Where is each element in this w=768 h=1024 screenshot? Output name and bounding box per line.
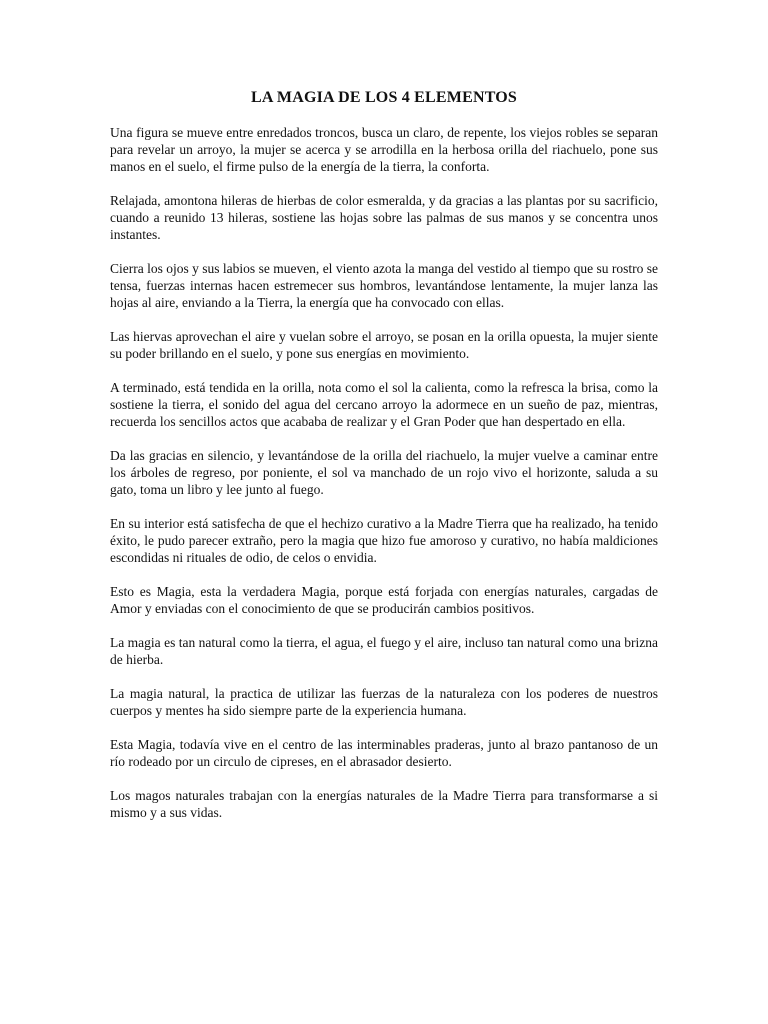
- paragraph-5: A terminado, está tendida en la orilla, nota como el sol la calienta, como la refresca la brisa, como la sostiene la tierra, el sonido del agua del cercano arroyo la adormece en un sueño de paz, mientras, recuerda los sencillos actos que acababa de realizar y el Gran Poder que han despertado en ella.: [110, 380, 658, 429]
- paragraph-6: Da las gracias en silencio, y levantándose de la orilla del riachuelo, la mujer vuelve a caminar entre los árboles de regreso, por poniente, el sol va manchado de un rojo vivo el horizonte, saluda a su gato, toma un libro y lee junto al fuego.: [110, 448, 658, 497]
- paragraph-10: La magia natural, la practica de utilizar las fuerzas de la naturaleza con los poderes de nuestros cuerpos y mentes ha sido siempre parte de la experiencia humana.: [110, 686, 658, 718]
- paragraph-1: Una figura se mueve entre enredados troncos, busca un claro, de repente, los viejos robles se separan para revelar un arroyo, la mujer se acerca y se arrodilla en la herbosa orilla del riachuelo, pone sus manos en el suelo, el firme pulso de la energía de la tierra, la conforta.: [110, 125, 658, 174]
- document-title: LA MAGIA DE LOS 4 ELEMENTOS: [250, 89, 518, 106]
- paragraph-7: En su interior está satisfecha de que el hechizo curativo a la Madre Tierra que ha realizado, ha tenido éxito, le pudo parecer extraño, pero la magia que hizo fue amoroso y curativo, no había maldiciones escondidas ni rituales de odio, de celos o envidia.: [110, 516, 658, 565]
- paragraph-2: Relajada, amontona hileras de hierbas de color esmeralda, y da gracias a las plantas por su sacrificio, cuando a reunido 13 hileras, sostiene las hojas sobre las palmas de sus manos y se concentra unos instantes.: [110, 193, 658, 242]
- paragraph-9: La magia es tan natural como la tierra, el agua, el fuego y el aire, incluso tan natural como una brizna de hierba.: [110, 635, 658, 667]
- paragraph-12: Los magos naturales trabajan con la energías naturales de la Madre Tierra para transformarse a si mismo y a sus vidas.: [110, 788, 658, 820]
- paragraph-11: Esta Magia, todavía vive en el centro de las interminables praderas, junto al brazo pantanoso de un río rodeado por un circulo de cipreses, en el abrasador desierto.: [110, 737, 658, 769]
- paragraph-4: Las hiervas aprovechan el aire y vuelan sobre el arroyo, se posan en la orilla opuesta, la mujer siente su poder brillando en el suelo, y pone sus energías en movimiento.: [110, 329, 658, 361]
- paragraph-8: Esto es Magia, esta la verdadera Magia, porque está forjada con energías naturales, cargadas de Amor y enviadas con el conocimiento de que se producirán cambios positivos.: [110, 584, 658, 616]
- document-page: [110, 88, 658, 838]
- paragraph-3: Cierra los ojos y sus labios se mueven, el viento azota la manga del vestido al tiempo que su rostro se tensa, fuerzas internas hacen estremecer sus hombros, levantándose lentamente, la mujer lanza las hojas al aire, enviando a la Tierra, la energía que ha convocado con ellas.: [110, 261, 658, 310]
